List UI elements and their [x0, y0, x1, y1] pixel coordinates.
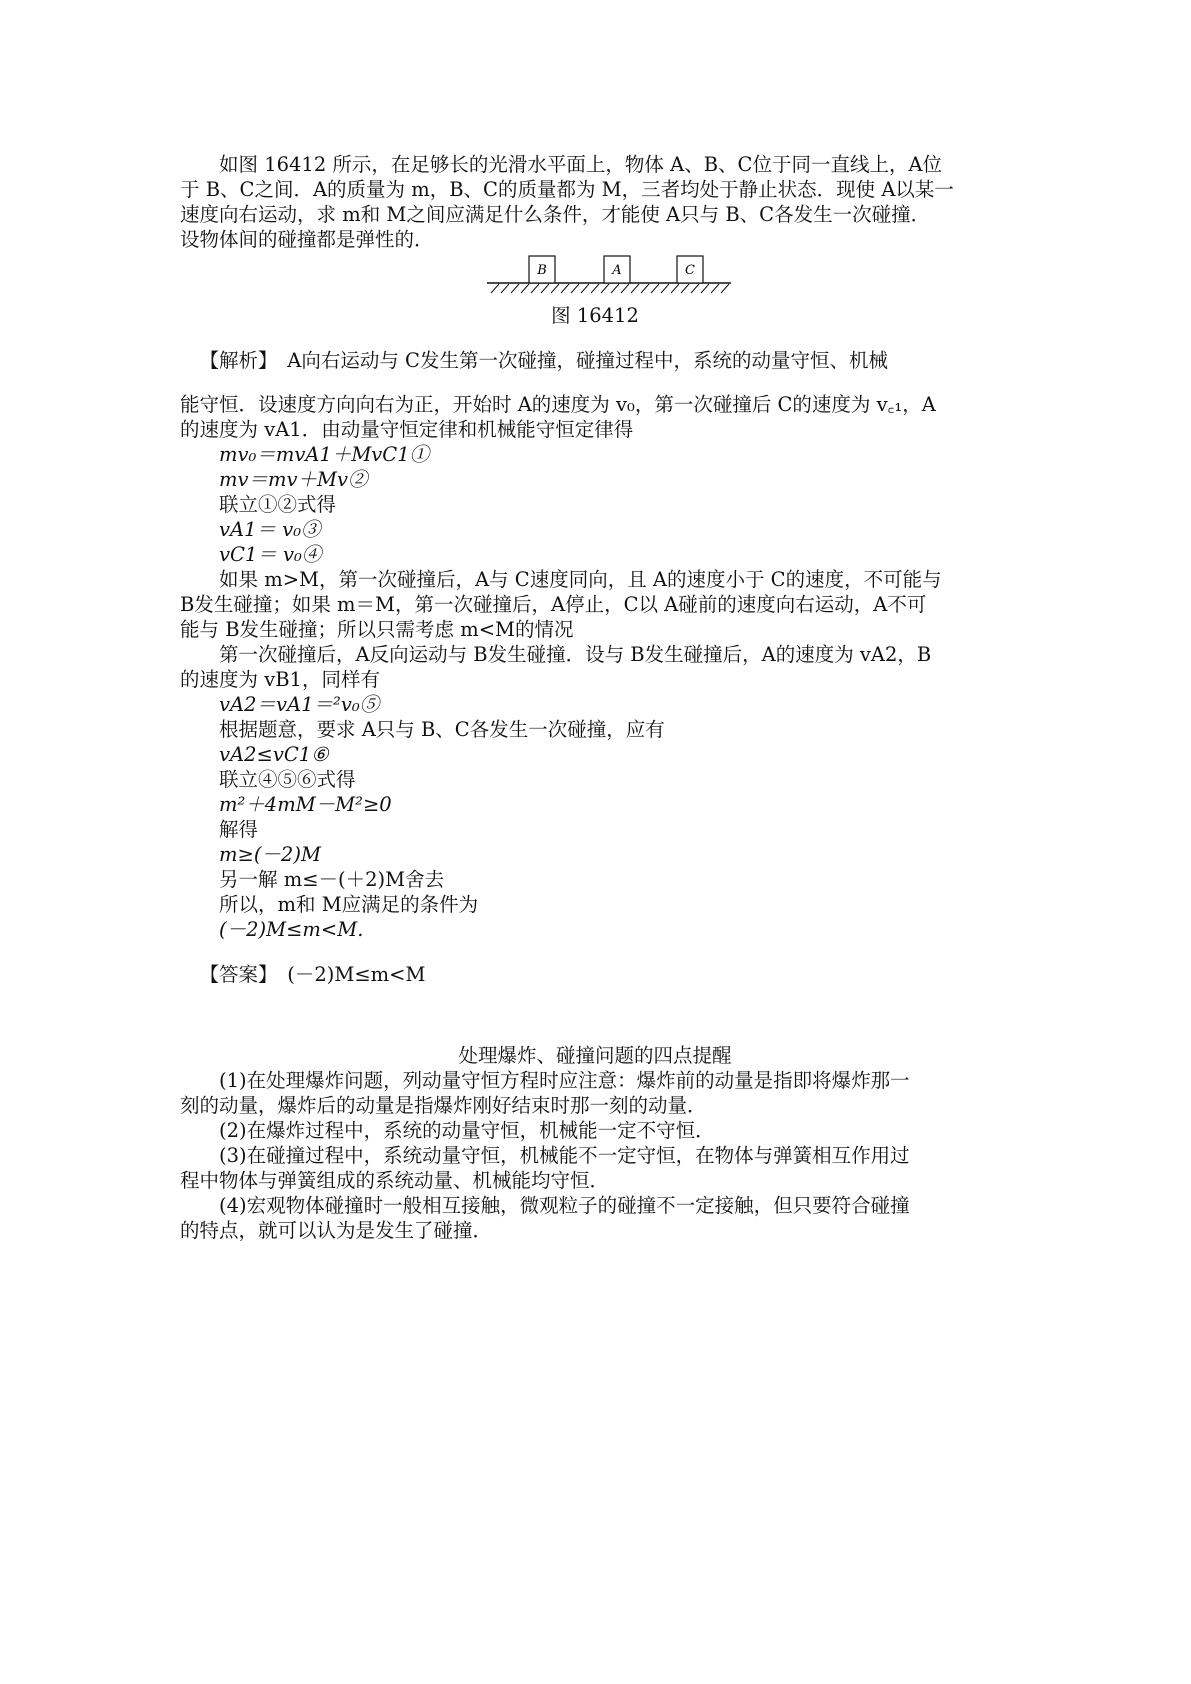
equation-2: mv＝mv＋Mv②: [219, 468, 368, 491]
equation-7: m²＋4mM－M²≥0: [219, 793, 392, 816]
equation-3: vA1＝ v₀③: [219, 518, 321, 541]
other-solution-text: 另一解 m≤－(＋2)M舍去: [219, 868, 445, 891]
equation-8: m≥(－2)M: [219, 843, 321, 866]
equation-6: vA2≤vC1⑥: [219, 743, 329, 766]
solve-text: 解得: [219, 818, 259, 841]
tip-3-line: 程中物体与弹簧组成的系统动量、机械能均守恒．: [180, 1168, 610, 1192]
tips-title: 处理爆炸、碰撞问题的四点提醒: [458, 1043, 732, 1067]
second-collision-line: 第一次碰撞后，A反向运动与 B发生碰撞．设与 B发生碰撞后，A的速度为 vA2，B: [219, 643, 932, 666]
conclusion-text: 所以，m和 M应满足的条件为: [219, 893, 479, 916]
combine-text: 联立④⑤⑥式得: [219, 768, 356, 791]
problem-line: 速度向右运动，求 m和 M之间应满足什么条件，才能使 A只与 B、C各发生一次碰撞．: [180, 203, 931, 226]
problem-line: 于 B、C之间．A的质量为 m，B、C的质量都为 M，三者均处于静止状态．现使 A以某一: [180, 178, 954, 201]
tip-1-line: (1)在处理爆炸问题，列动量守恒方程时应注意：爆炸前的动量是指即将爆炸那一: [219, 1068, 910, 1092]
tip-1-line: 刻的动量，爆炸后的动量是指爆炸刚好结束时那一刻的动量．: [180, 1093, 707, 1117]
figure-caption: 图 16412: [551, 304, 639, 327]
problem-line: 设物体间的碰撞都是弹性的．: [180, 228, 434, 251]
tip-4-line: (4)宏观物体碰撞时一般相互接触，微观粒子的碰撞不一定接触，但只要符合碰撞: [219, 1193, 910, 1217]
case-line: 如果 m>M，第一次碰撞后，A与 C速度同向，且 A的速度小于 C的速度，不可能与: [219, 568, 942, 591]
requirement-text: 根据题意，要求 A只与 B、C各发生一次碰撞，应有: [219, 718, 665, 741]
case-line: 能与 B发生碰撞；所以只需考虑 m<M的情况: [180, 618, 574, 641]
figure-diagram: [485, 253, 735, 299]
problem-line: 如图 16412 所示，在足够长的光滑水平面上，物体 A、B、C位于同一直线上，A位: [219, 153, 943, 176]
document-content: [180, 152, 1010, 1243]
block-c-label: C: [685, 263, 695, 278]
collision-figure: [180, 253, 1010, 301]
tip-3-line: (3)在碰撞过程中，系统动量守恒，机械能不一定守恒，在物体与弹簧相互作用过: [219, 1143, 910, 1167]
block-a-label: A: [612, 263, 622, 278]
equation-5: vA2＝vA1＝²v₀⑤: [219, 693, 380, 716]
second-collision-line: 的速度为 vB1，同样有: [180, 668, 380, 691]
equation-9: (－2)M≤m<M.: [219, 918, 364, 941]
solution-line: 【解析】 A向右运动与 C发生第一次碰撞，碰撞过程中，系统的动量守恒、机械: [199, 348, 888, 372]
tip-2-line: (2)在爆炸过程中，系统的动量守恒，机械能一定不守恒．: [219, 1118, 715, 1142]
equation-4: vC1＝ v₀④: [219, 543, 322, 566]
equation-1: mv₀＝mvA1＋MvC1①: [219, 443, 430, 466]
ground-hatching: [491, 284, 729, 293]
solution-line: 能守恒．设速度方向向右为正，开始时 A的速度为 v₀，第一次碰撞后 C的速度为 v꜀₁，A: [180, 393, 936, 416]
answer-line: 【答案】 (－2)M≤m<M: [199, 962, 426, 986]
solution-line: 的速度为 vA1．由动量守恒定律和机械能守恒定律得: [180, 418, 634, 441]
block-b-label: B: [537, 263, 547, 278]
case-line: B发生碰撞；如果 m＝M，第一次碰撞后，A停止，C以 A碰前的速度向右运动，A不可: [180, 593, 927, 616]
combine-text: 联立①②式得: [219, 493, 337, 516]
tip-4-line: 的特点，就可以认为是发生了碰撞．: [180, 1218, 493, 1242]
